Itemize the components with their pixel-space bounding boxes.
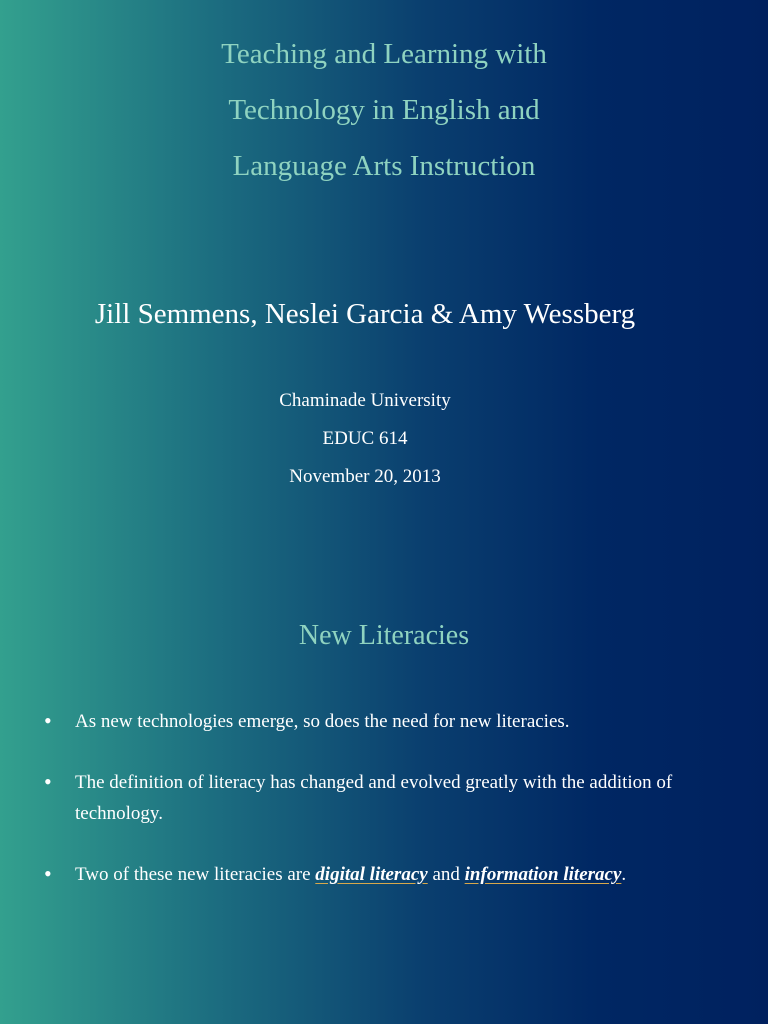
title-line: Language Arts Instruction xyxy=(232,150,536,182)
term-information-literacy: information literacy xyxy=(464,864,622,885)
bullet-text-suffix: . xyxy=(621,864,627,885)
authors: Jill Semmens, Neslei Garcia & Amy Wessberg xyxy=(94,298,636,330)
slide-title: New Literacies xyxy=(298,620,470,651)
bullet-list xyxy=(44,706,714,920)
course-code: EDUC 614 xyxy=(322,428,408,449)
bullet-item xyxy=(44,706,714,737)
bullet-icon: • xyxy=(44,861,52,886)
title-line: Teaching and Learning with xyxy=(221,38,547,70)
bullet-text: As new technologies emerge, so does the need for new literacies. xyxy=(75,711,570,732)
bullet-icon: • xyxy=(44,708,52,733)
bullet-icon: • xyxy=(44,769,52,794)
term-digital-literacy: digital literacy xyxy=(315,864,428,885)
presentation-date: November 20, 2013 xyxy=(289,466,441,487)
bullet-text: The definition of literacy has changed and evolved greatly with the addition of technology. xyxy=(75,772,673,824)
bullet-text-prefix: Two of these new literacies are xyxy=(75,864,316,885)
presentation-meta xyxy=(0,382,730,496)
institution: Chaminade University xyxy=(279,390,451,411)
bullet-text-middle: and xyxy=(427,864,465,885)
bullet-item xyxy=(44,859,714,890)
title-line: Technology in English and xyxy=(228,94,540,126)
new-literacies-slide xyxy=(0,560,768,1024)
bullet-item xyxy=(44,767,714,829)
presentation-title xyxy=(0,26,768,194)
